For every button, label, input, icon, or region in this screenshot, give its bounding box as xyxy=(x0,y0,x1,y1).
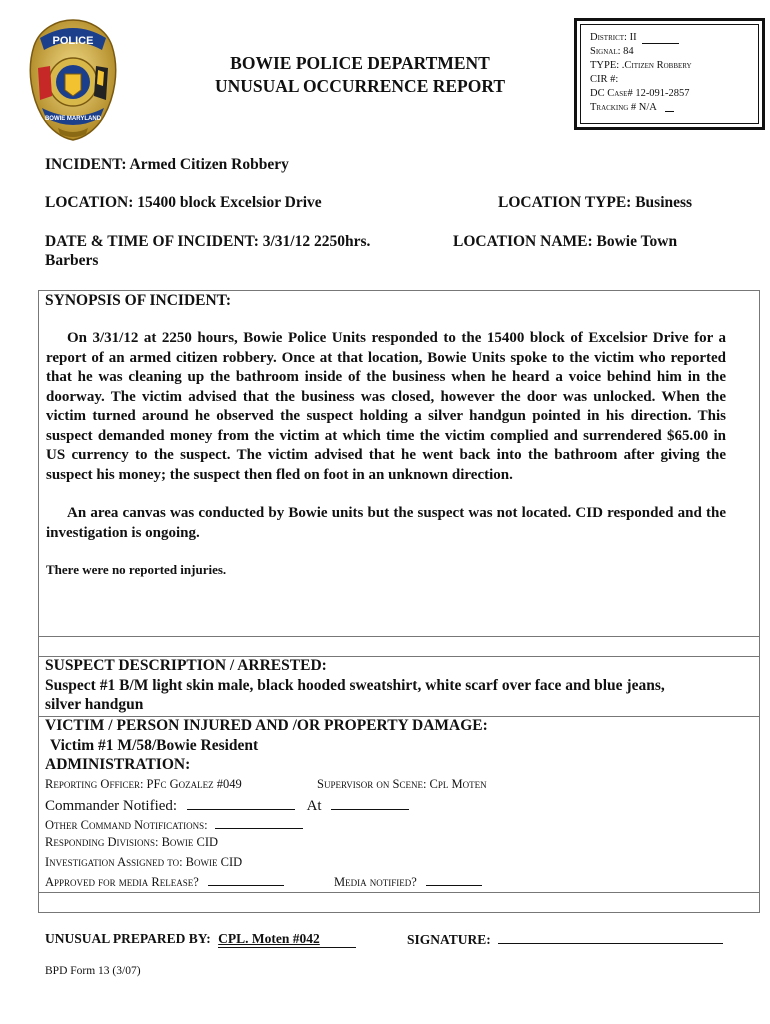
police-badge-logo xyxy=(28,16,118,142)
location-field: LOCATION: 15400 block Excelsior Drive xyxy=(45,194,322,211)
case-info-box xyxy=(574,18,765,130)
media-notified-row xyxy=(334,874,482,890)
victim-description: Victim #1 M/58/Bowie Resident xyxy=(50,737,259,754)
suspect-heading: SUSPECT DESCRIPTION / ARRESTED: xyxy=(45,657,327,674)
blank-row xyxy=(38,636,760,657)
blank-row-bottom xyxy=(38,892,760,913)
commander-notified-label: Commander Notified: xyxy=(45,798,178,814)
district-field: District: II xyxy=(590,32,637,43)
location-name-field: LOCATION NAME: Bowie Town xyxy=(453,233,678,250)
suspect-description: Suspect #1 B/M light skin male, black hooded sweatshirt, white scarf over face and blue jeans, xyxy=(45,677,665,694)
commander-notified-row xyxy=(45,795,409,815)
at-label: At xyxy=(306,798,322,814)
responding-divisions-field: Responding Divisions: Bowie CID xyxy=(45,835,219,849)
department-title: BOWIE POLICE DEPARTMENT xyxy=(230,53,490,73)
investigation-assigned-field: Investigation Assigned to: Bowie CID xyxy=(45,855,243,869)
type-field: TYPE: .Citizen Robbery xyxy=(590,60,692,71)
svg-text:BOWIE MARYLAND: BOWIE MARYLAND xyxy=(44,116,102,122)
report-title: UNUSUAL OCCURRENCE REPORT xyxy=(214,76,506,96)
at-blank xyxy=(331,795,409,810)
media-notified-label: Media notified? xyxy=(334,875,417,889)
synopsis-paragraph-1: On 3/31/12 at 2250 hours, Bowie Police Units responded to the 15400 block of Excelsior Drive for a report of an armed citizen robbery. Once at that location, Bowie Units spoke to the victim who reported that he was cleaning up the bathroom inside of the business when he heard a voice behind him in the doorway. The victim advised that the business was closed, however the door was unlocked. When the victim turned around he observed the suspect holding a silver handgun pointed in his direction. This suspect demanded money from the victim at which time the victim complied and surrendered $65.00 in US currency to the suspect. The victim advised that he went back into the bathroom after giving the suspect his money; the suspect then fled on foot in an unknown direction. xyxy=(46,330,726,483)
signature-blank xyxy=(498,931,723,944)
victim-heading: VICTIM / PERSON INJURED AND /OR PROPERTY DAMAGE: xyxy=(45,717,488,734)
signature-label: SIGNATURE: xyxy=(407,932,491,947)
approved-media-row xyxy=(45,874,284,890)
media-notified-blank xyxy=(426,874,482,886)
approved-media-label: Approved for media Release? xyxy=(45,875,199,889)
form-id: BPD Form 13 (3/07) xyxy=(45,965,141,977)
signal-field: Signal: 84 xyxy=(590,46,634,57)
location-type-field: LOCATION TYPE: Business xyxy=(498,194,693,211)
datetime-field: DATE & TIME OF INCIDENT: 3/31/12 2250hrs. xyxy=(45,233,371,250)
synopsis-paragraph-2: An area canvas was conducted by Bowie units but the suspect was not located. CID responded and the investigation is ongoing. xyxy=(46,505,726,541)
svg-text:POLICE: POLICE xyxy=(52,35,94,47)
other-command-label: Other Command Notifications: xyxy=(45,818,208,832)
suspect-description-continued: silver handgun xyxy=(45,696,144,713)
synopsis-heading: SYNOPSIS OF INCIDENT: xyxy=(45,292,232,309)
tracking-field: Tracking # N/A xyxy=(590,102,657,113)
incident-field: INCIDENT: Armed Citizen Robbery xyxy=(45,156,289,173)
administration-heading: ADMINISTRATION: xyxy=(45,756,191,773)
other-command-row xyxy=(45,817,303,833)
location-name-continued: Barbers xyxy=(45,252,99,269)
prepared-by-label: UNUSUAL PREPARED BY: xyxy=(45,931,211,946)
cir-field: CIR #: xyxy=(590,74,619,85)
commander-notified-blank xyxy=(187,795,295,810)
other-command-blank xyxy=(215,817,303,829)
injuries-note: There were no reported injuries. xyxy=(46,562,227,577)
prepared-by-value: CPL. Moten #042 xyxy=(218,931,356,948)
signature-row xyxy=(407,931,723,948)
reporting-officer-field: Reporting Officer: PFc Gozalez #049 xyxy=(45,777,242,791)
approved-media-blank xyxy=(208,874,284,886)
dc-case-field: DC Case# 12-091-2857 xyxy=(590,88,690,99)
prepared-by-row xyxy=(45,931,356,948)
supervisor-field: Supervisor on Scene: Cpl Moten xyxy=(317,777,487,791)
